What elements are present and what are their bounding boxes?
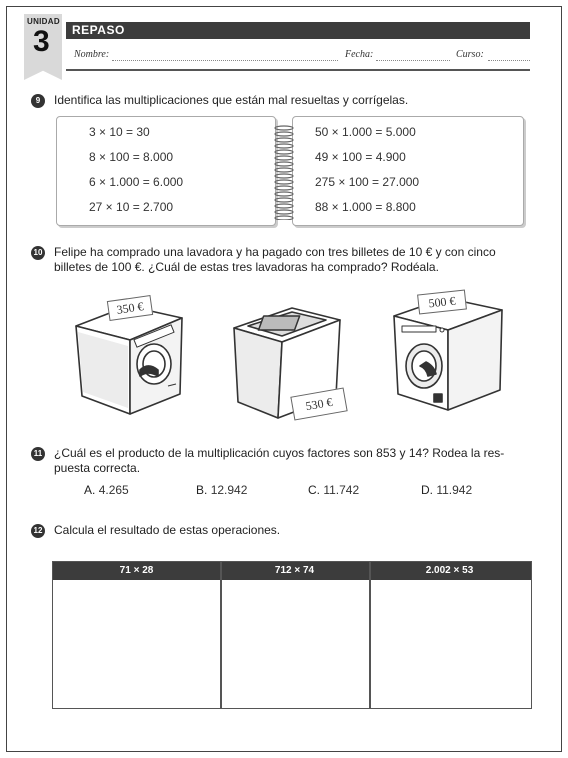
answer-option-c[interactable] [308, 483, 359, 497]
answer-option-a[interactable] [84, 483, 129, 497]
notebook-left-page [56, 116, 276, 226]
option-value: 11.742 [323, 483, 360, 497]
notebook-right-page [292, 116, 524, 226]
name-label: Nombre: [74, 49, 110, 60]
exercise-9-prompt: Identifica las multiplicaciones que están mal resueltas y corrígelas. [54, 93, 409, 107]
unit-label: UNIDAD [27, 17, 60, 26]
page-title: REPASO [72, 23, 125, 37]
option-letter: A. [84, 483, 96, 497]
column-header: 71 × 28 [119, 565, 154, 576]
answer-cell-2[interactable] [222, 580, 369, 707]
exercise-number: 11 [31, 447, 45, 461]
equation[interactable]: 27 × 10 = 2.700 [89, 200, 174, 214]
course-label: Curso: [456, 49, 484, 60]
notebook-spiral-icon [273, 124, 295, 220]
price-tag: 350 € [107, 295, 153, 321]
operations-table [52, 561, 532, 709]
column-header: 712 × 74 [274, 565, 315, 576]
answer-option-b[interactable] [196, 483, 247, 497]
option-letter: C. [308, 483, 320, 497]
exercise-11-line-2: puesta correcta. [54, 461, 141, 475]
course-field[interactable] [488, 60, 530, 61]
equation[interactable]: 3 × 10 = 30 [89, 125, 150, 139]
exercise-number: 12 [31, 524, 45, 538]
date-label: Fecha: [345, 49, 374, 60]
price-tag: 500 € [417, 290, 467, 315]
option-letter: B. [196, 483, 208, 497]
option-value: 11.942 [436, 483, 473, 497]
exercise-10-line-1: Felipe ha comprado una lavadora y ha pagado con tres billetes de 10 € y con cinco [54, 245, 496, 259]
exercise-12-prompt: Calcula el resultado de estas operaciones. [54, 523, 281, 537]
answer-cell-1[interactable] [53, 580, 220, 707]
option-letter: D. [421, 483, 433, 497]
exercise-number: 9 [31, 94, 45, 108]
exercise-10-line-2: billetes de 100 €. ¿Cuál de estas tres lavadoras ha comprado? Rodéala. [54, 260, 439, 274]
equation[interactable]: 275 × 100 = 27.000 [315, 175, 420, 189]
equation[interactable]: 88 × 1.000 = 8.800 [315, 200, 416, 214]
name-field[interactable] [112, 60, 338, 61]
equation[interactable]: 8 × 100 = 8.000 [89, 150, 174, 164]
equation[interactable]: 49 × 100 = 4.900 [315, 150, 406, 164]
option-value: 4.265 [98, 483, 129, 497]
equation[interactable]: 6 × 1.000 = 6.000 [89, 175, 184, 189]
header-rule [66, 69, 530, 71]
exercise-11-line-1: ¿Cuál es el producto de la multiplicación cuyos factores son 853 y 14? Rodea la res- [54, 446, 505, 460]
answer-cell-3[interactable] [371, 580, 530, 707]
answer-option-d[interactable] [421, 483, 472, 497]
date-field[interactable] [376, 60, 450, 61]
header-bar [66, 22, 530, 39]
exercise-number: 10 [31, 246, 45, 260]
price-tag: 530 € [290, 387, 347, 420]
equation[interactable]: 50 × 1.000 = 5.000 [315, 125, 416, 139]
column-header: 2.002 × 53 [425, 565, 474, 576]
unit-number: 3 [33, 25, 50, 58]
option-value: 12.942 [210, 483, 248, 497]
